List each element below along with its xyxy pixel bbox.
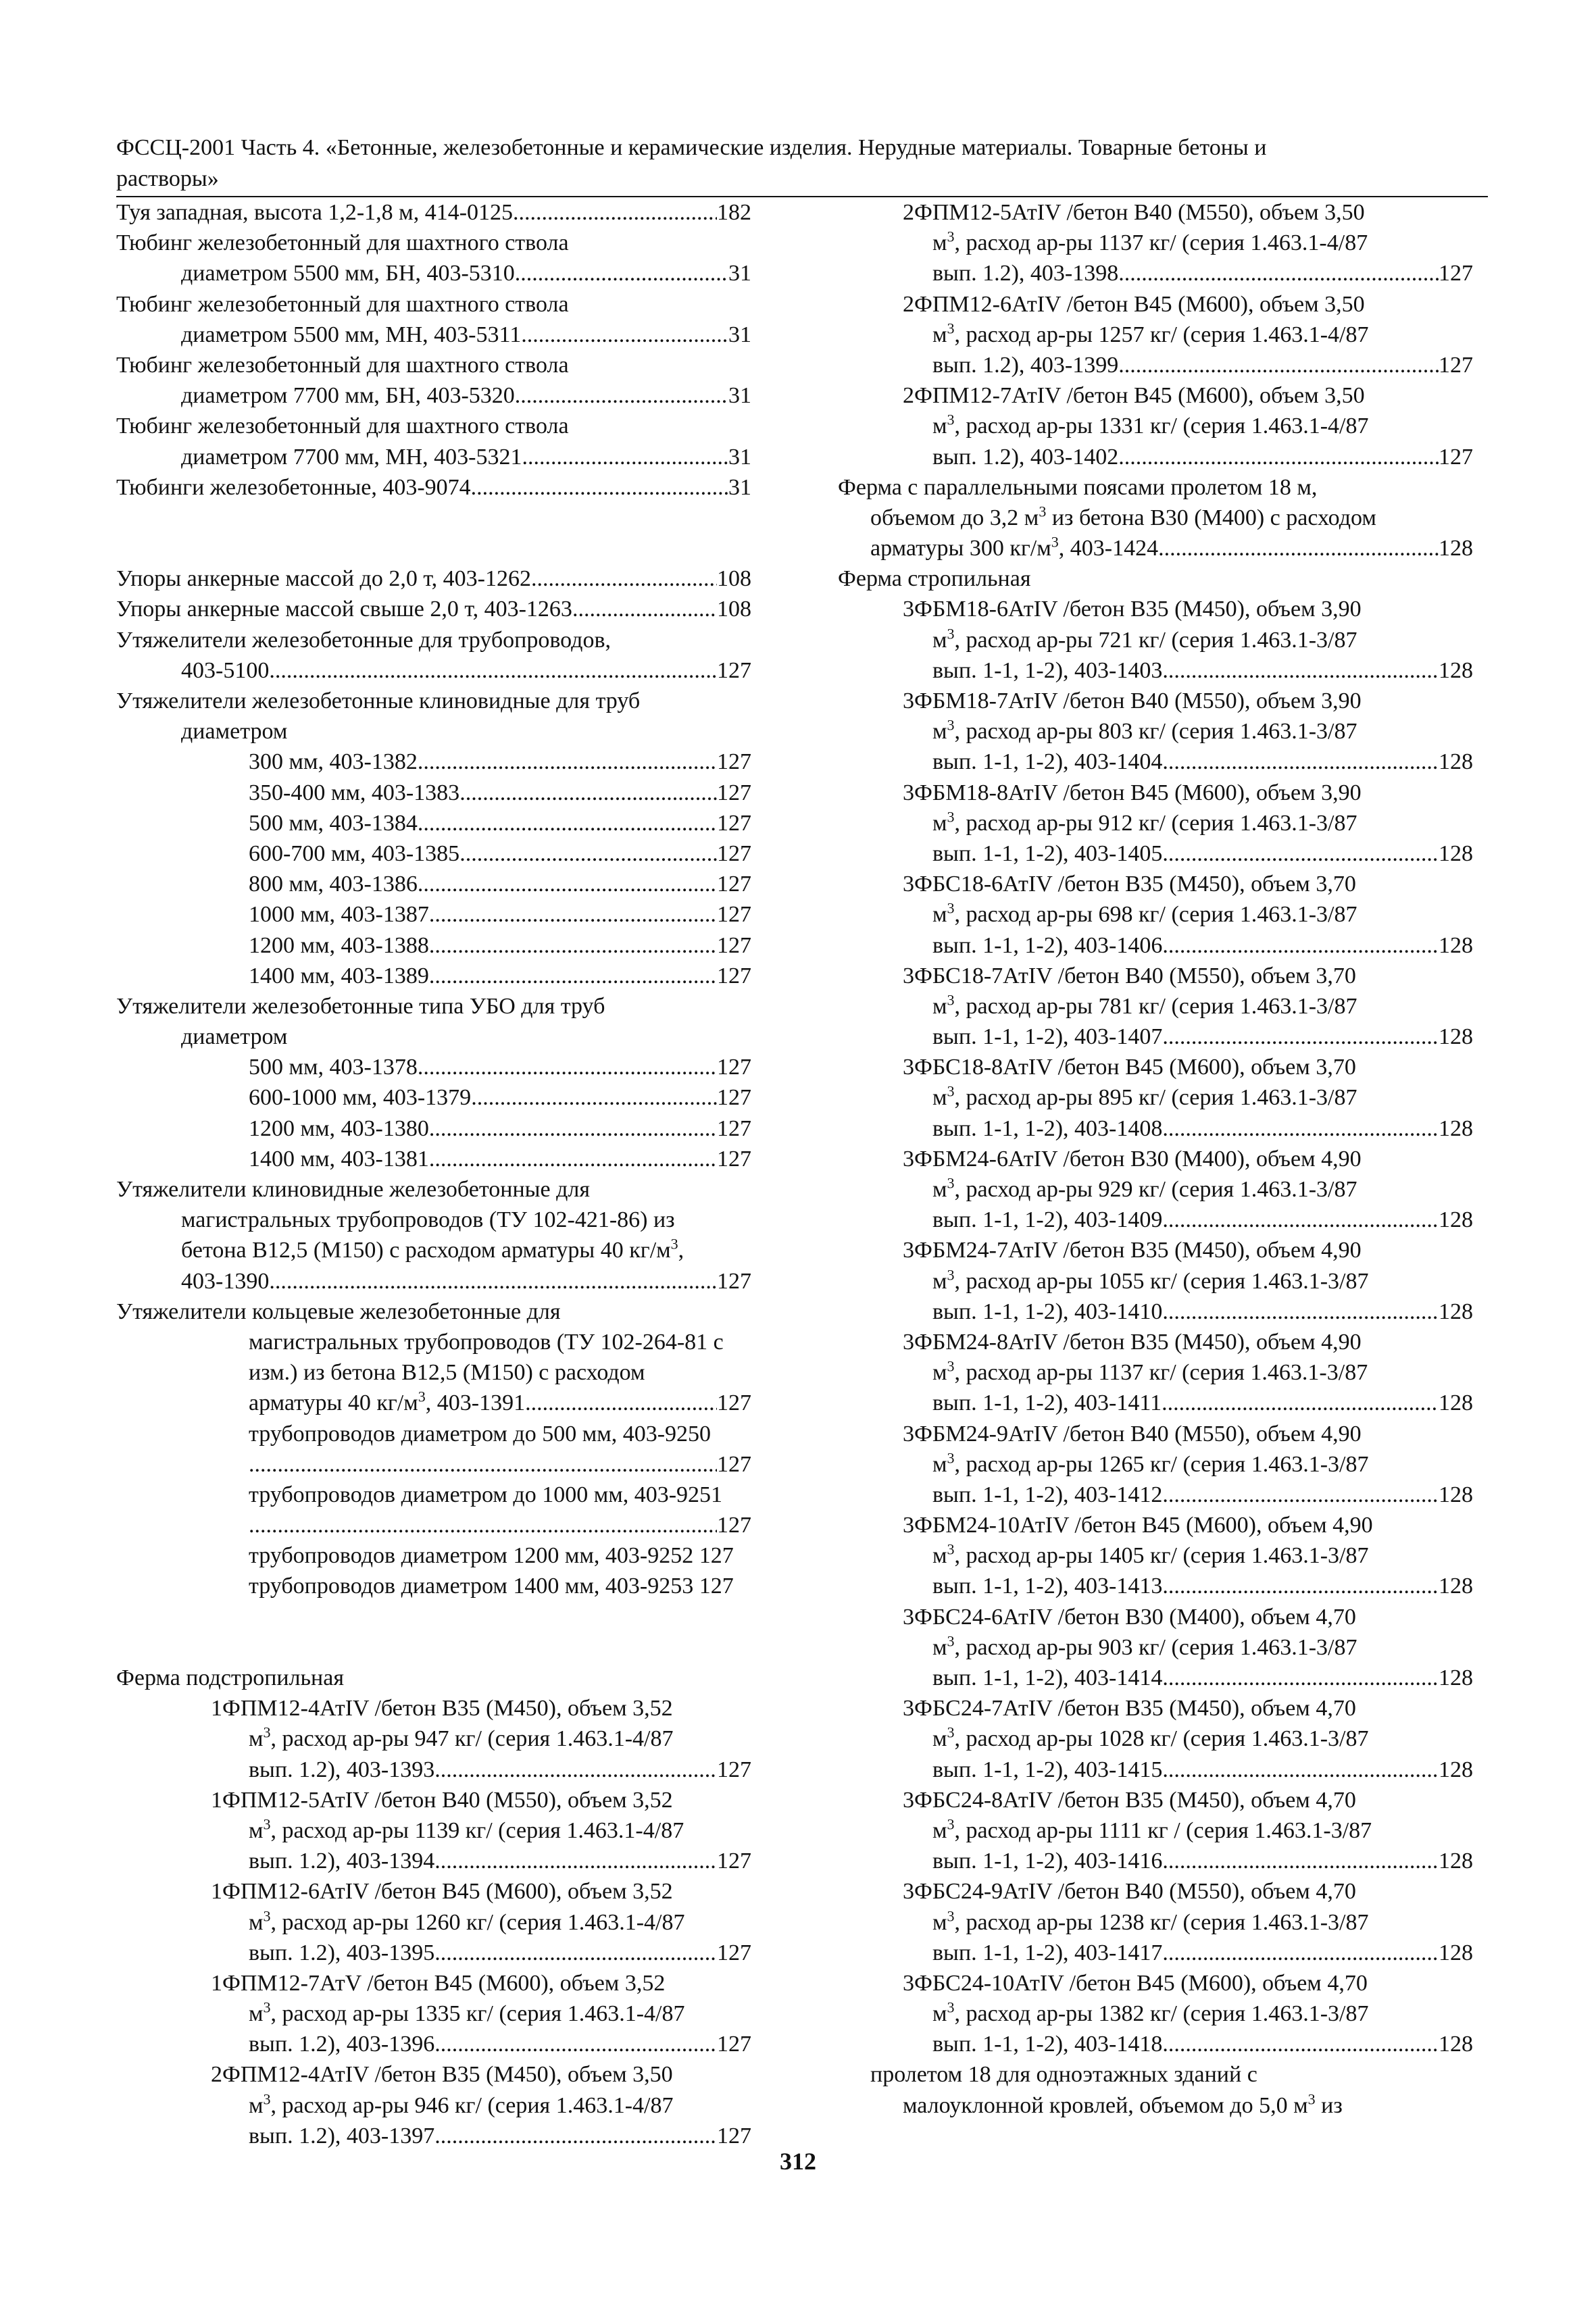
index-entry: $м^3$, расход ар-ры 947 кг/ (серия 1.463.1-4/87 <box>249 1724 674 1752</box>
index-entry: 350-400 мм, 403-1383 ..... 127 <box>116 778 751 808</box>
index-entry: 1200 мм, 403-1380 ..... 127 <box>116 1113 751 1144</box>
index-entry: Ферма стропильная <box>838 566 1031 592</box>
page-header <box>116 132 1488 197</box>
index-entry: вып. 1-1, 1-2), 403-1409 ..... 128 <box>838 1205 1473 1235</box>
index-entry: $м^3$, расход ар-ры 1111 кг / (серия 1.463.1-3/87 <box>932 1815 1372 1843</box>
index-entry: $м^3$, расход ар-ры 1139 кг/ (серия 1.463.1-4/87 <box>249 1815 684 1843</box>
index-entry: магистральных трубопроводов (ТУ 102-421-86) из <box>181 1207 675 1233</box>
index-entry: 403-5100 ..... 127 <box>116 655 751 686</box>
index-entry: $м^3$, расход ар-ры 1260 кг/ (серия 1.463.1-4/87 <box>249 1907 685 1935</box>
index-entry: вып. 1.2), 403-1395 ..... 127 <box>116 1938 751 1968</box>
index-entry: $м^3$, расход ар-ры 929 кг/ (серия 1.463.1-3/87 <box>932 1174 1357 1202</box>
index-entry: вып. 1-1, 1-2), 403-1416 ..... 128 <box>838 1846 1473 1876</box>
index-entry: $м^3$, расход ар-ры 946 кг/ (серия 1.463.1-4/87 <box>249 2090 674 2118</box>
index-entry: 3ФБМ18-7АтIV /бетон В40 (М550), объем 3,90 <box>903 688 1362 713</box>
index-entry: вып. 1-1, 1-2), 403-1415 ..... 128 <box>838 1755 1473 1785</box>
page-number: 312 <box>780 2148 816 2175</box>
index-entry: Утяжелители железобетонные типа УБО для труб <box>116 993 605 1019</box>
index-entry: $м^3$, расход ар-ры 1238 кг/ (серия 1.463.1-3/87 <box>932 1907 1369 1935</box>
index-entry: $м^3$, расход ар-ры 698 кг/ (серия 1.463.1-3/87 <box>932 899 1357 928</box>
index-entry: вып. 1-1, 1-2), 403-1406 ..... 128 <box>838 930 1473 961</box>
index-entry: вып. 1-1, 1-2), 403-1417 ..... 128 <box>838 1938 1473 1968</box>
index-entry: магистральных трубопроводов (ТУ 102-264-81 с <box>249 1329 724 1355</box>
index-entry: 1ФПМ12-4АтIV /бетон В35 (М450), объем 3,52 <box>211 1696 673 1721</box>
index-entry: вып. 1.2), 403-1402 ..... 127 <box>838 442 1473 472</box>
index-entry: Ферма с параллельными поясами пролетом 18 м, <box>838 474 1318 500</box>
index-entry: 800 мм, 403-1386 ..... 127 <box>116 869 751 899</box>
index-entry: 3ФБС18-7АтIV /бетон В40 (М550), объем 3,70 <box>903 963 1356 988</box>
index-entry: 1400 мм, 403-1381 ..... 127 <box>116 1144 751 1174</box>
index-entry: ..... 127 <box>116 1449 751 1480</box>
index-entry: 600-1000 мм, 403-1379 ..... 127 <box>116 1082 751 1113</box>
index-entry: Упоры анкерные массой свыше 2,0 т, 403-1263 ..... 108 <box>116 594 751 624</box>
index-entry: 3ФБС18-6АтIV /бетон В35 (М450), объем 3,70 <box>903 872 1356 897</box>
index-entry: $м^3$, расход ар-ры 721 кг/ (серия 1.463.1-3/87 <box>932 625 1357 653</box>
index-entry: 3ФБМ24-7АтIV /бетон В35 (М450), объем 4,90 <box>903 1238 1362 1263</box>
index-entry: арматуры 300 $кг/м^3$, 403-1424 ..... 128 <box>838 533 1473 563</box>
index-entry: Тюбинг железобетонный для шахтного ствола <box>116 352 569 378</box>
index-entry: $м^3$, расход ар-ры 1382 кг/ (серия 1.463.1-3/87 <box>932 1998 1369 2027</box>
index-entry: 3ФБМ24-9АтIV /бетон В40 (М550), объем 4,90 <box>903 1421 1362 1447</box>
index-entry: Тюбинг железобетонный для шахтного ствола <box>116 413 569 439</box>
index-entry: 2ФПМ12-4АтIV /бетон В35 (М450), объем 3,50 <box>211 2062 673 2088</box>
index-entry: $м^3$, расход ар-ры 895 кг/ (серия 1.463.1-3/87 <box>932 1083 1357 1111</box>
index-entry: Тюбинги железобетонные, 403-9074 ..... 31 <box>116 472 751 503</box>
index-entry: вып. 1-1, 1-2), 403-1413 ..... 128 <box>838 1571 1473 1601</box>
index-entry: 2ФПМ12-7АтIV /бетон В45 (М600), объем 3,50 <box>903 383 1365 409</box>
index-entry: 3ФБС24-10АтIV /бетон В45 (М600), объем 4,70 <box>903 1970 1368 1996</box>
index-entry: вып. 1-1, 1-2), 403-1405 ..... 128 <box>838 838 1473 869</box>
index-entry: 3ФБС24-7АтIV /бетон В35 (М450), объем 4,70 <box>903 1696 1356 1721</box>
index-entry: диаметром 7700 мм, МН, 403-5321 ..... 31 <box>116 442 751 472</box>
index-entry: Ферма подстропильная <box>116 1665 344 1690</box>
index-entry: 1ФПМ12-6АтIV /бетон В45 (М600), объем 3,52 <box>211 1879 673 1905</box>
index-entry: диаметром <box>181 1024 288 1050</box>
index-entry: вып. 1-1, 1-2), 403-1407 ..... 128 <box>838 1022 1473 1052</box>
index-entry: 3ФБМ24-8АтIV /бетон В35 (М450), объем 4,90 <box>903 1329 1362 1355</box>
index-entry: 3ФБМ18-8АтIV /бетон В45 (М600), объем 3,90 <box>903 780 1362 805</box>
index-entry: 3ФБС18-8АтIV /бетон В45 (М600), объем 3,70 <box>903 1055 1356 1080</box>
index-entry: вып. 1.2), 403-1399 ..... 127 <box>838 350 1473 380</box>
index-entry: вып. 1-1, 1-2), 403-1404 ..... 128 <box>838 747 1473 777</box>
index-entry: $м^3$, расход ар-ры 903 кг/ (серия 1.463.1-3/87 <box>932 1632 1357 1660</box>
index-entry: 3ФБС24-9АтIV /бетон В40 (М550), объем 4,70 <box>903 1879 1356 1905</box>
index-entry: $м^3$, расход ар-ры 1028 кг/ (серия 1.463.1-3/87 <box>932 1724 1369 1752</box>
index-entry: объемом до 3,2 $м^3$ из бетона В30 (М400) с расходом <box>870 503 1376 530</box>
index-entry: вып. 1.2), 403-1396 ..... 127 <box>116 2029 751 2059</box>
index-entry: ..... 127 <box>116 1510 751 1540</box>
index-entry: вып. 1-1, 1-2), 403-1408 ..... 128 <box>838 1113 1473 1144</box>
index-entry: трубопроводов диаметром до 1000 мм, 403-9251 <box>249 1482 723 1507</box>
index-entry: диаметром 5500 мм, БН, 403-5310 ..... 31 <box>116 258 751 288</box>
index-entry: 500 мм, 403-1384 ..... 127 <box>116 808 751 838</box>
right-column <box>838 197 1473 2121</box>
index-entry: Тюбинг железобетонный для шахтного ствола <box>116 291 569 317</box>
header-title-line-2: растворы» <box>116 166 219 191</box>
index-entry: Утяжелители клиновидные железобетонные для <box>116 1177 591 1202</box>
index-entry: 3ФБС24-8АтIV /бетон В35 (М450), объем 4,70 <box>903 1787 1356 1813</box>
header-title-line-1: ФССЦ-2001 Часть 4. «Бетонные, железобетонные и керамические изделия. Нерудные материалы. Товарные бетоны и <box>116 135 1267 160</box>
index-entry: вып. 1.2), 403-1393 ..... 127 <box>116 1755 751 1785</box>
index-entry: вып. 1-1, 1-2), 403-1410 ..... 128 <box>838 1297 1473 1327</box>
index-entry: 3ФБМ18-6АтIV /бетон В35 (М450), объем 3,90 <box>903 597 1362 622</box>
index-entry: вып. 1.2), 403-1397 ..... 127 <box>116 2121 751 2151</box>
index-entry: $м^3$, расход ар-ры 1331 кг/ (серия 1.463.1-4/87 <box>932 411 1369 439</box>
index-entry: бетона В12,5 (М150) с расходом арматуры 40 $кг/м^3$, <box>181 1236 684 1263</box>
index-entry: Туя западная, высота 1,2-1,8 м, 414-0125 ..... 182 <box>116 197 751 228</box>
index-entry: диаметром 5500 мм, МН, 403-5311 ..... 31 <box>116 320 751 350</box>
left-column <box>116 197 751 2151</box>
index-entry: 600-700 мм, 403-1385 ..... 127 <box>116 838 751 869</box>
index-entry: вып. 1-1, 1-2), 403-1403 ..... 128 <box>838 655 1473 686</box>
index-entry: вып. 1.2), 403-1394 ..... 127 <box>116 1846 751 1876</box>
index-entry: вып. 1.2), 403-1398 ..... 127 <box>838 258 1473 288</box>
index-entry: 2ФПМ12-6АтIV /бетон В45 (М600), объем 3,50 <box>903 291 1365 317</box>
index-entry: $м^3$, расход ар-ры 1137 кг/ (серия 1.463.1-4/87 <box>932 228 1368 256</box>
index-entry: 2ФПМ12-5АтIV /бетон В40 (М550), объем 3,50 <box>903 200 1365 225</box>
index-entry: 3ФБМ24-6АтIV /бетон В30 (М400), объем 4,90 <box>903 1146 1362 1172</box>
index-entry: вып. 1-1, 1-2), 403-1414 ..... 128 <box>838 1663 1473 1693</box>
index-entry: $м^3$, расход ар-ры 1055 кг/ (серия 1.463.1-3/87 <box>932 1266 1369 1294</box>
index-entry: 1200 мм, 403-1388 ..... 127 <box>116 930 751 961</box>
index-entry: $м^3$, расход ар-ры 912 кг/ (серия 1.463.1-3/87 <box>932 808 1357 836</box>
index-entry: 3ФБС24-6АтIV /бетон В30 (М400), объем 4,70 <box>903 1604 1356 1630</box>
index-entry: 403-1390 ..... 127 <box>116 1266 751 1297</box>
index-entry: Утяжелители кольцевые железобетонные для <box>116 1299 561 1324</box>
index-entry: $м^3$, расход ар-ры 1137 кг/ (серия 1.463.1-3/87 <box>932 1357 1368 1386</box>
index-entry: изм.) из бетона В12,5 (М150) с расходом <box>249 1360 645 1386</box>
index-entry: трубопроводов диаметром 1200 мм, 403-9252 127 <box>249 1543 734 1569</box>
index-entry: $м^3$, расход ар-ры 1257 кг/ (серия 1.463.1-4/87 <box>932 320 1369 347</box>
index-entry: $м^3$, расход ар-ры 1405 кг/ (серия 1.463.1-3/87 <box>932 1540 1369 1569</box>
index-entry: арматуры 40 $кг/м^3$, 403-1391 ..... 127 <box>116 1388 751 1418</box>
index-entry: Упоры анкерные массой до 2,0 т, 403-1262 ..... 108 <box>116 563 751 594</box>
index-entry: $м^3$, расход ар-ры 781 кг/ (серия 1.463.1-3/87 <box>932 991 1357 1019</box>
index-entry: 1ФПМ12-5АтIV /бетон В40 (М550), объем 3,52 <box>211 1787 673 1813</box>
index-entry: вып. 1-1, 1-2), 403-1412 ..... 128 <box>838 1480 1473 1510</box>
index-entry: 1ФПМ12-7АтV /бетон В45 (М600), объем 3,52 <box>211 1970 666 1996</box>
index-entry: трубопроводов диаметром до 500 мм, 403-9250 <box>249 1421 712 1447</box>
index-entry: $м^3$, расход ар-ры 1265 кг/ (серия 1.463.1-3/87 <box>932 1449 1369 1477</box>
index-entry: Тюбинг железобетонный для шахтного ствола <box>116 230 569 256</box>
index-entry: Утяжелители железобетонные для трубопроводов, <box>116 627 612 653</box>
index-entry: вып. 1-1, 1-2), 403-1418 ..... 128 <box>838 2029 1473 2059</box>
index-entry: диаметром 7700 мм, БН, 403-5320 ..... 31 <box>116 380 751 411</box>
index-entry: малоуклонной кровлей, объемом до 5,0 $м^3$ из <box>903 2090 1343 2118</box>
index-entry: вып. 1-1, 1-2), 403-1411 ..... 128 <box>838 1388 1473 1418</box>
index-entry: 1000 мм, 403-1387 ..... 127 <box>116 899 751 930</box>
index-entry: $м^3$, расход ар-ры 803 кг/ (серия 1.463.1-3/87 <box>932 716 1357 745</box>
index-entry: Утяжелители железобетонные клиновидные для труб <box>116 688 641 713</box>
index-entry: 500 мм, 403-1378 ..... 127 <box>116 1052 751 1082</box>
index-entry: трубопроводов диаметром 1400 мм, 403-9253 127 <box>249 1574 734 1599</box>
index-entry: диаметром <box>181 719 288 745</box>
index-entry: пролетом 18 для одноэтажных зданий с <box>870 2062 1257 2088</box>
index-entry: 3ФБМ24-10АтIV /бетон В45 (М600), объем 4,90 <box>903 1513 1373 1538</box>
index-entry: 1400 мм, 403-1389 ..... 127 <box>116 961 751 991</box>
index-entry: $м^3$, расход ар-ры 1335 кг/ (серия 1.463.1-4/87 <box>249 1998 685 2027</box>
index-entry: 300 мм, 403-1382 ..... 127 <box>116 747 751 777</box>
